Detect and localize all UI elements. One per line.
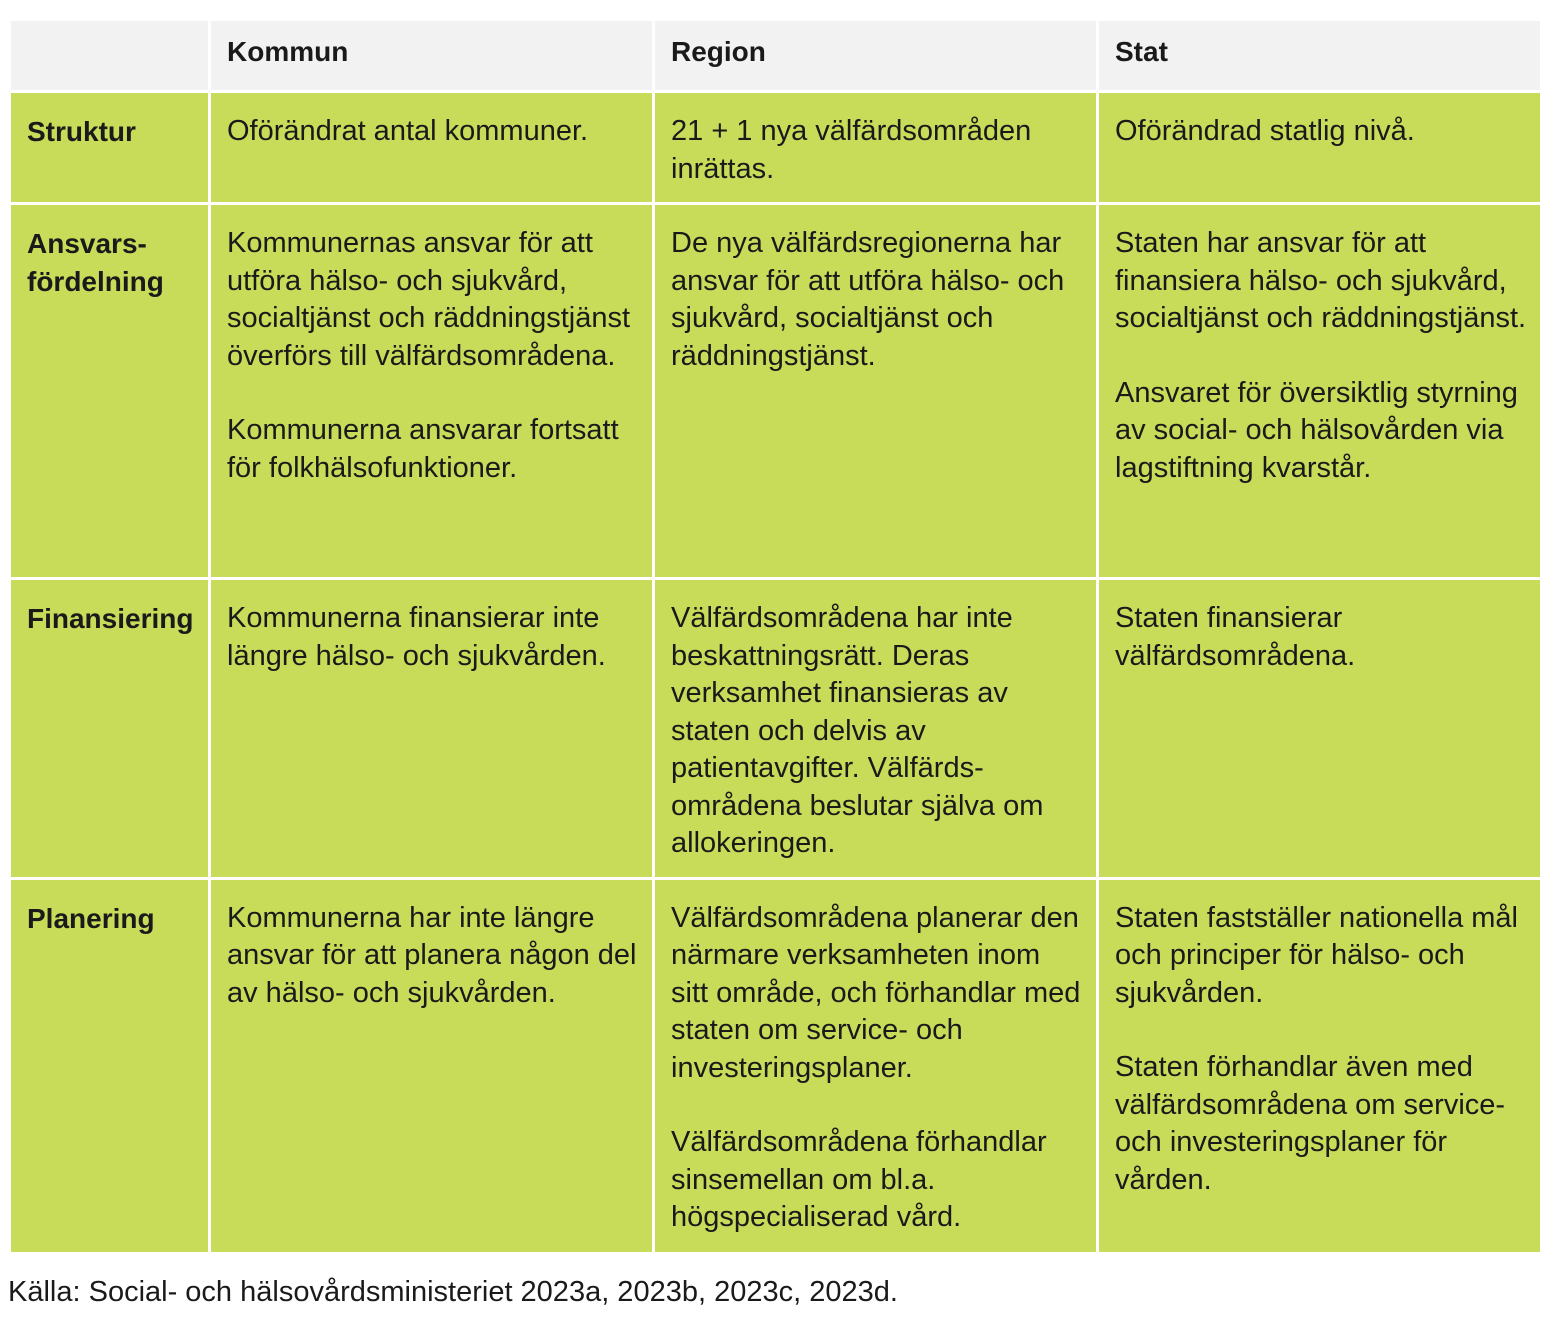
cell-ansvar-stat	[1098, 204, 1542, 579]
cell-ansvar-region	[654, 204, 1098, 579]
header-kommun: Kommun	[210, 20, 654, 92]
cell-text: 21 + 1 nya välfärdsområden inrättas.	[671, 115, 1032, 185]
header-region: Region	[654, 20, 1098, 92]
cell-text: Oförändrat antal kommuner.	[227, 115, 589, 147]
cell-ansvar-kommun	[210, 204, 654, 579]
header-empty	[10, 20, 210, 92]
cell-text: Oförändrad statlig nivå.	[1115, 115, 1415, 147]
table-row	[10, 878, 1542, 1253]
cell-fin-stat	[1098, 579, 1542, 879]
cell-fin-kommun	[210, 579, 654, 879]
cell-text: Staten finansierar välfärdsområdena.	[1115, 602, 1356, 672]
cell-text: Välfärdsområdena förhandlar sinsemellan om bl.a. högspecialiserad vård.	[671, 1126, 1047, 1233]
cell-text: Staten har ansvar för att finansiera hälso- och sjukvård, socialtjänst och räddningstjänst.	[1115, 227, 1527, 334]
cell-struktur-region	[654, 92, 1098, 204]
cell-plan-kommun	[210, 878, 654, 1253]
row-label-struktur: Struktur	[10, 92, 210, 204]
comparison-table-wrapper	[8, 18, 1540, 1255]
header-stat: Stat	[1098, 20, 1542, 92]
cell-fin-region	[654, 579, 1098, 879]
cell-text: Staten fastställer nationella mål och principer för hälso- och sjukvården.	[1115, 901, 1518, 1009]
cell-struktur-kommun	[210, 92, 654, 204]
cell-text: Ansvaret för översiktlig styrning av social- och hälsovården via lagstiftning kvarstår.	[1115, 376, 1518, 484]
source-caption: Källa: Social- och hälsovårdsministeriet 2023a, 2023b, 2023c, 2023d.	[8, 1276, 898, 1308]
cell-text: De nya välfärdsregionerna har ansvar för att utföra hälso- och sjukvård, socialtjänst och räddningstjänst.	[671, 227, 1065, 372]
cell-text: Staten förhandlar även med välfärdsområdena om service- och investeringsplaner för vården.	[1115, 1051, 1506, 1196]
row-label-planering: Planering	[10, 878, 210, 1253]
table-row	[10, 204, 1542, 579]
header-row	[10, 20, 1542, 92]
row-label-finansiering: Finansiering	[10, 579, 210, 879]
table-row	[10, 579, 1542, 879]
cell-text: Kommunernas ansvar för att utföra hälso- och sjukvård, socialtjänst och räddningstjänst överförs till välfärdsområdena.	[227, 227, 631, 372]
comparison-table	[8, 18, 1543, 1255]
cell-plan-stat	[1098, 878, 1542, 1253]
row-label-ansvarsfordelning: Ansvars- fördelning	[10, 204, 210, 579]
table-row	[10, 92, 1542, 204]
cell-text: Kommunerna har inte längre ansvar för att planera någon del av hälso- och sjukvården.	[227, 901, 637, 1009]
cell-plan-region	[654, 878, 1098, 1253]
cell-text: Välfärdsområdena planerar den närmare verksamheten inom sitt område, och förhandlar med staten om service- och investeringsplaner.	[671, 901, 1081, 1084]
cell-text: Kommunerna ansvarar fortsatt för folkhälsofunktioner.	[227, 414, 619, 484]
cell-text: Kommunerna finansierar inte längre hälso- och sjukvården.	[227, 602, 606, 672]
cell-struktur-stat	[1098, 92, 1542, 204]
cell-text: Välfärdsområdena har inte beskattningsrätt. Deras verksamhet finansieras av staten och delvis av patientavgifter. Välfärds-områdena beslutar själva om allokeringen.	[671, 602, 1044, 859]
